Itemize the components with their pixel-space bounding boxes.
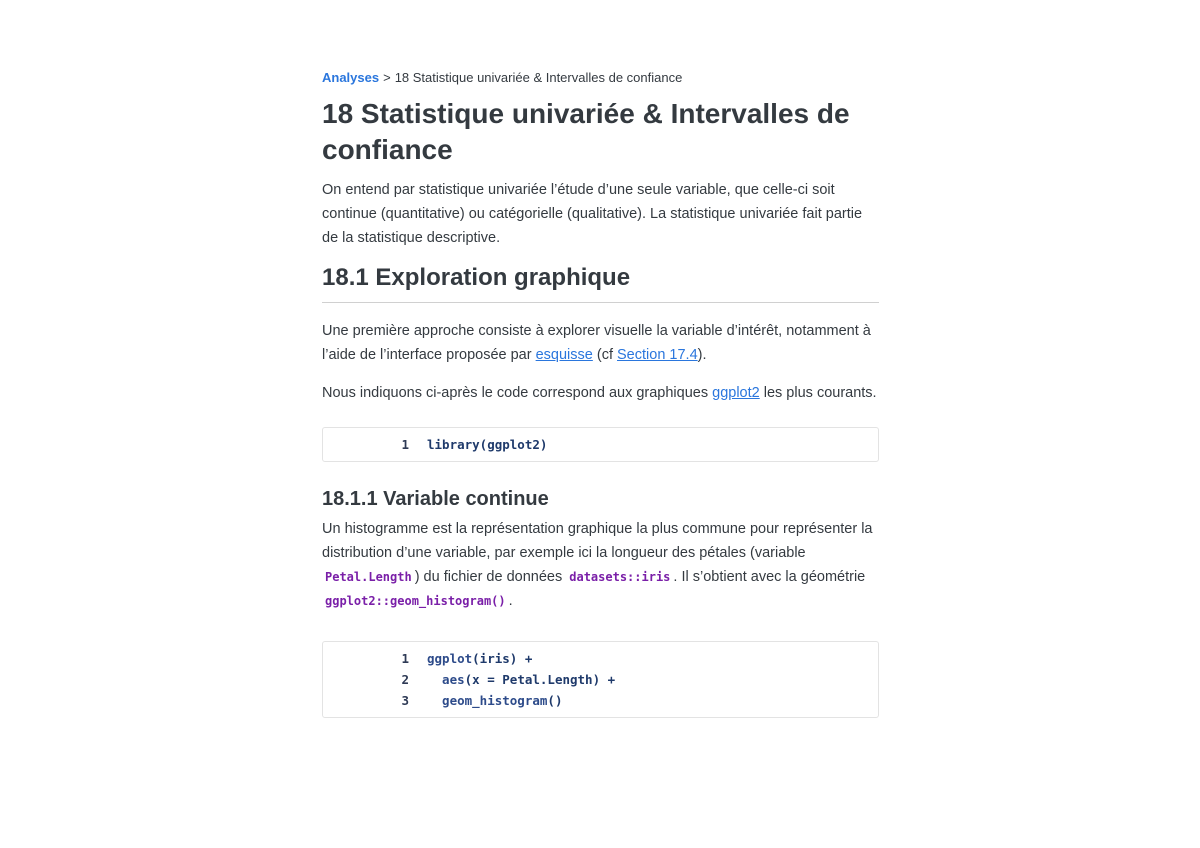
intro-paragraph: On entend par statistique univariée l’étude d’une seule variable, que celle-ci soit continue (quantitative) ou catégorielle (qualitative). La statistique univariée fait partie de la statistique descriptive. (322, 182, 863, 246)
code-text (427, 669, 615, 690)
breadcrumb-root-link[interactable]: Analyses (322, 70, 380, 85)
code-function: aes (427, 672, 465, 687)
inline-code-iris: datasets::iris (569, 570, 671, 584)
code-rest: (x = Petal.Length) + (464, 672, 616, 687)
code-rest: (iris) + (472, 651, 533, 666)
text: ) du fichier de données (414, 569, 567, 585)
code-line (323, 690, 878, 711)
code-block-histogram[interactable] (322, 641, 879, 718)
page-title: 18 Statistique univariée & Intervalles de confiance (322, 98, 850, 165)
code-block-library[interactable] (322, 427, 879, 462)
line-number: 1 (401, 651, 409, 666)
document-page (322, 68, 879, 718)
line-number: 2 (401, 672, 409, 687)
code-line (323, 669, 878, 690)
line-number: 3 (401, 693, 409, 708)
esquisse-link[interactable]: esquisse (535, 347, 593, 363)
breadcrumb (322, 68, 879, 88)
section-heading-18-1-1: 18.1.1 Variable continue (322, 488, 549, 510)
code-function: geom_histogram (427, 693, 548, 708)
code-line (323, 648, 878, 669)
text: ). (697, 347, 707, 363)
breadcrumb-separator: > (383, 70, 391, 85)
paragraph-histogram (322, 517, 879, 613)
text: Nous indiquons ci-après le code correspond aux graphiques (322, 385, 713, 401)
inline-code-geom-histogram: ggplot2::geom_histogram() (325, 594, 506, 608)
code-text (427, 648, 532, 669)
paragraph-exploration (322, 319, 879, 367)
code-rest: () (547, 693, 563, 708)
text: les plus courants. (759, 385, 877, 401)
line-number: 1 (401, 437, 409, 452)
section-heading-18-1: 18.1 Exploration graphique (322, 264, 879, 303)
text: . Il s’obtient avec la géométrie (673, 569, 866, 585)
inline-code-petal-length: Petal.Length (325, 570, 412, 584)
code-text: library(ggplot2) (427, 437, 548, 452)
text: Une première approche consiste à explorer visuelle la variable d’intérêt, notamment à l’aide de l’interface proposée par (322, 323, 871, 363)
breadcrumb-current: 18 Statistique univariée & Intervalles de confiance (394, 70, 683, 85)
text: Un histogramme est la représentation graphique la plus commune pour représenter la distribution d’une variable, par exemple ici la longueur des pétales (variable (322, 521, 873, 561)
code-function: ggplot (427, 651, 473, 666)
text: . (508, 593, 513, 609)
code-text (427, 690, 562, 711)
ggplot2-link[interactable]: ggplot2 (712, 385, 760, 401)
paragraph-ggplot-intro (322, 381, 879, 405)
text: (cf (592, 347, 618, 363)
code-line (323, 434, 878, 455)
section-17-4-link[interactable]: Section 17.4 (617, 347, 698, 363)
